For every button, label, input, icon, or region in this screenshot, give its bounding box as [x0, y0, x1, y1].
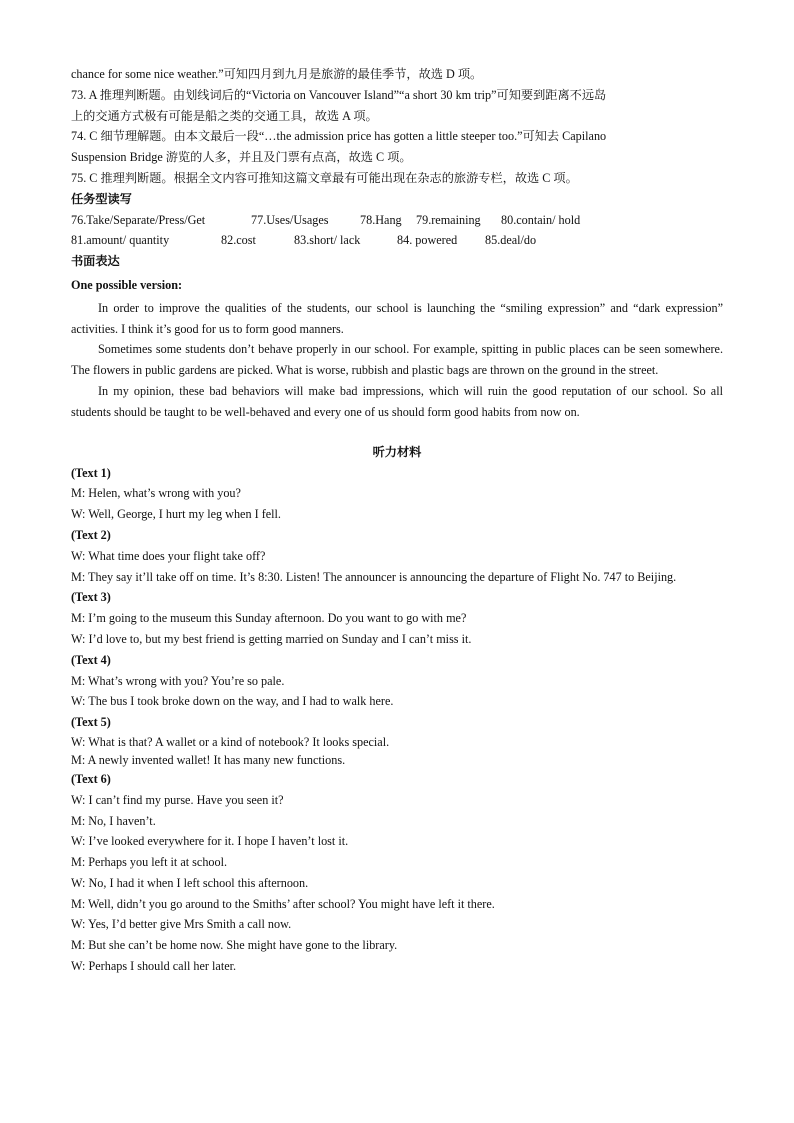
dialogue-line: W: Yes, I’d better give Mrs Smith a call now.	[71, 917, 292, 932]
version-label: One possible version:	[71, 277, 183, 292]
answers-row-2	[71, 230, 723, 251]
answer-item: 76.Take/Separate/Press/Get	[71, 212, 206, 227]
answers-row-1	[71, 210, 723, 231]
explanation-line: 75. C 推理判断题。根据全文内容可推知这篇文章最有可能出现在杂志的旅游专栏，故选 C 项。	[71, 170, 578, 185]
writing-heading: 书面表达	[71, 254, 120, 269]
answer-item: 84. powered	[397, 233, 458, 248]
dialogue-line: M: No, I haven’t.	[71, 813, 156, 828]
explanation-line: Suspension Bridge 游览的人多，并且及门票有点高，故选 C 项。	[71, 150, 412, 165]
dialogue-line: M: What’s wrong with you? You’re so pale.	[71, 673, 285, 688]
answer-item: 83.short/ lack	[294, 233, 361, 248]
dialogue-line: W: What time does your flight take off?	[71, 548, 266, 563]
explanation-line: 上的交通方式极有可能是船之类的交通工具，故选 A 项。	[71, 108, 378, 123]
text-block-4	[71, 650, 723, 712]
explanation-line: chance for some nice weather.”可知四月到九月是旅游的最佳季节，故选 D 项。	[71, 67, 483, 81]
dialogue-line: M: Helen, what’s wrong with you?	[71, 486, 241, 501]
dialogue-line: M: Perhaps you left it at school.	[71, 855, 228, 870]
essay-paragraph: In order to improve the qualities of the students, our school is launching the “smiling expression” and “dark expression” activities. I think it’s good for us to form good manners.	[71, 300, 723, 336]
dialogue-line: M: They say it’ll take off on time. It’s 8:30. Listen! The announcer is announcing the departure of Flight No. 747 to Beijing.	[71, 569, 677, 584]
answer-explanations	[71, 64, 723, 189]
dialogue-line: W: I’d love to, but my best friend is getting married on Sunday and I can’t miss it.	[71, 631, 472, 646]
dialogue-line: W: I’ve looked everywhere for it. I hope I haven’t lost it.	[71, 834, 349, 849]
dialogue-line: M: I’m going to the museum this Sunday afternoon. Do you want to go with me?	[71, 611, 467, 626]
essay-paragraph: Sometimes some students don’t behave properly in our school. For example, spitting in public places can be seen somewhere. The flowers in public gardens are picked. What is worse, rubbish and plastic bags are thrown on the ground in the street.	[71, 342, 723, 378]
listening-transcript	[71, 463, 723, 977]
dialogue-line: W: I can’t find my purse. Have you seen it?	[71, 792, 284, 807]
answer-item: 82.cost	[221, 233, 256, 248]
text-label: (Text 2)	[71, 527, 111, 542]
dialogue-line: M: Well, didn’t you go around to the Smiths’ after school? You might have left it there.	[71, 896, 495, 911]
dialogue-line: W: The bus I took broke down on the way, and I had to walk here.	[71, 694, 394, 709]
essay-paragraph: In my opinion, these bad behaviors will make bad impressions, which will ruin the good reputation of our school. So all students should be taught to be well-behaved and every one of us should form good habits from now on.	[71, 383, 723, 419]
answer-item: 77.Uses/Usages	[251, 212, 329, 227]
explanation-line: 74. C 细节理解题。由本文最后一段“…the admission price has gotten a little steeper too.”可知去 Capilano	[71, 129, 607, 144]
answer-item: 79.remaining	[416, 212, 481, 227]
explanation-line: 73. A 推理判断题。由划线词后的“Victoria on Vancouver Island”“a short 30 km trip”可知要到距离不远岛	[71, 87, 607, 102]
listening-title: 听力材料	[372, 444, 422, 459]
dialogue-line: W: No, I had it when I left school this afternoon.	[71, 875, 309, 890]
text-block-2	[71, 525, 723, 587]
task-reading-heading: 任务型读写	[71, 191, 132, 206]
dialogue-line: W: Well, George, I hurt my leg when I fell.	[71, 507, 281, 522]
text-label: (Text 5)	[71, 715, 111, 730]
text-block-3	[71, 587, 723, 649]
dialogue-line: W: What is that? A wallet or a kind of notebook? It looks special.	[71, 734, 390, 749]
text-label: (Text 4)	[71, 652, 111, 667]
text-block-5	[71, 712, 723, 769]
text-label: (Text 1)	[71, 465, 111, 480]
text-label: (Text 3)	[71, 590, 111, 605]
answer-item: 81.amount/ quantity	[71, 233, 170, 248]
text-block-1	[71, 463, 723, 525]
answer-item: 78.Hang	[360, 212, 402, 227]
essay	[71, 298, 723, 423]
text-label: (Text 6)	[71, 771, 111, 786]
dialogue-line: M: A newly invented wallet! It has many new functions.	[71, 752, 346, 767]
answer-item: 85.deal/do	[485, 233, 537, 248]
dialogue-line: W: Perhaps I should call her later.	[71, 959, 237, 974]
dialogue-line: M: But she can’t be home now. She might have gone to the library.	[71, 938, 398, 953]
document-page	[71, 64, 723, 977]
text-block-6	[71, 769, 723, 977]
answer-item: 80.contain/ hold	[501, 212, 581, 227]
